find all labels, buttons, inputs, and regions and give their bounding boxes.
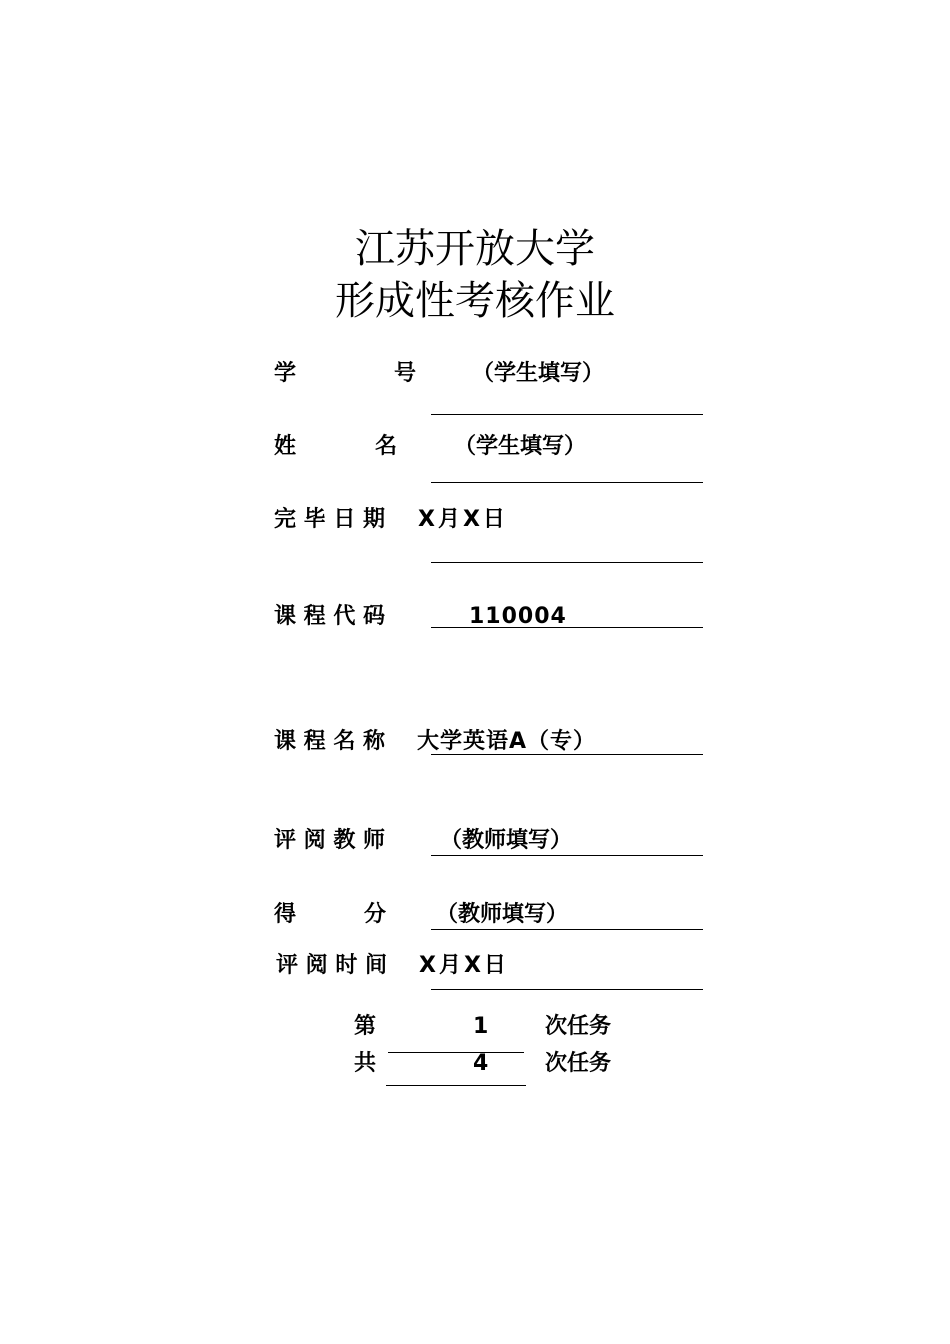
- assignment-title: 形成性考核作业: [335, 278, 615, 324]
- university-name: 江苏开放大学: [355, 226, 595, 272]
- task-total-suffix: 次任务: [545, 1051, 612, 1076]
- underline: [431, 929, 703, 930]
- underline: [431, 855, 703, 856]
- score-value: （教师填写）: [436, 902, 569, 927]
- underline: [431, 754, 703, 755]
- completion-date-value: X月X日: [418, 507, 508, 532]
- task-current-suffix: 次任务: [545, 1014, 612, 1039]
- course-name-value: 大学英语A（专）: [417, 729, 597, 754]
- field-label: 课 程 代 码: [274, 604, 385, 629]
- name-value: （学生填写）: [454, 434, 587, 459]
- underline: [431, 482, 703, 483]
- task-total-prefix: 共: [354, 1051, 377, 1076]
- field-label: 评 阅 教 师: [274, 828, 385, 853]
- reviewer-value: （教师填写）: [440, 828, 573, 853]
- field-label: 课 程 名 称: [274, 729, 385, 754]
- field-label: 完 毕 日 期: [274, 507, 385, 532]
- underline: [431, 562, 703, 563]
- underline: [386, 1085, 526, 1086]
- underline: [431, 627, 703, 628]
- underline: [431, 989, 703, 990]
- review-time-value: X月X日: [419, 953, 509, 978]
- underline: [388, 1052, 524, 1053]
- task-current-prefix: 第: [354, 1014, 377, 1039]
- field-label: 评 阅 时 间: [276, 953, 387, 978]
- course-code-value: 110004: [469, 604, 567, 629]
- student-id-value: （学生填写）: [472, 361, 605, 386]
- task-total-number: 4: [473, 1051, 489, 1076]
- task-current-number: 1: [473, 1014, 489, 1039]
- underline: [431, 414, 703, 415]
